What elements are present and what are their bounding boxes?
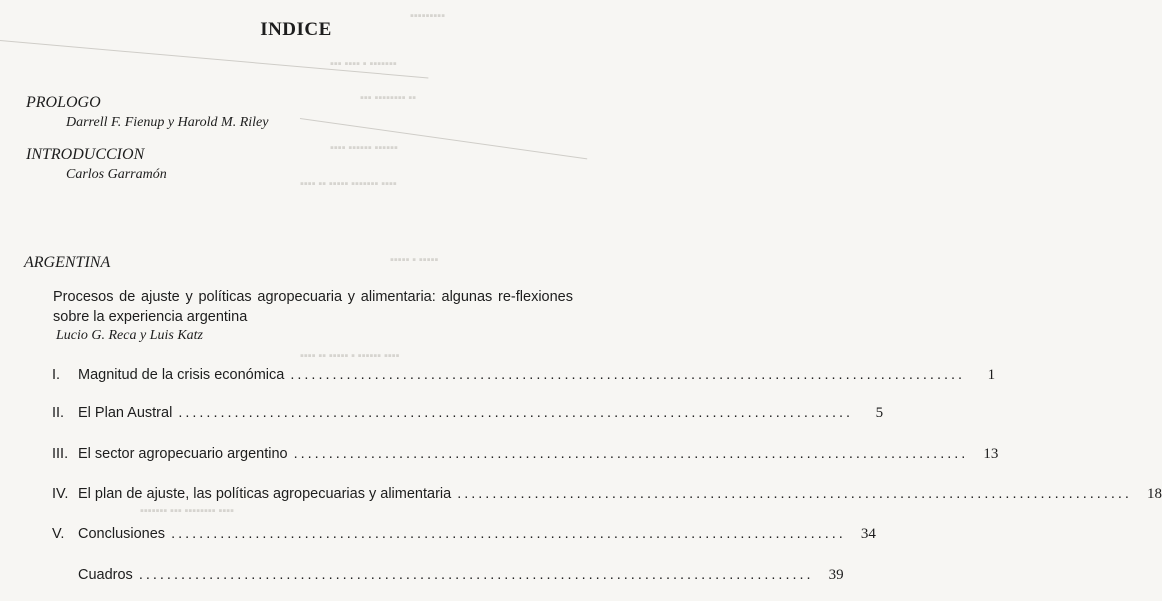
argentina-heading: ARGENTINA — [24, 254, 111, 271]
toc-number: III. — [52, 446, 69, 462]
bleed-through: ▪▪▪▪▪▪▪▪▪ — [410, 10, 446, 22]
toc-page-number: 39 — [828, 567, 844, 583]
toc-label: El Plan Austral — [78, 405, 173, 421]
toc-label: El plan de ajuste, las políticas agropecuarias y alimentaria — [78, 486, 452, 502]
toc-page-number: 13 — [983, 446, 999, 462]
bleed-through: ▪▪▪ ▪▪▪▪ ▪ ▪▪▪▪▪▪▪ — [330, 58, 397, 70]
article-authors: Lucio G. Reca y Luis Katz — [56, 328, 203, 343]
prologo-authors: Darrell F. Fienup y Harold M. Riley — [66, 115, 269, 130]
toc-entry[interactable] — [52, 446, 999, 466]
toc-leader-dots: ................................................................................................ — [293, 446, 969, 462]
article-title: Procesos de ajuste y políticas agropecuaria y alimentaria: algunas re-flexiones sobre la experiencia argentina — [53, 289, 573, 325]
toc-page-number: 18 — [1146, 486, 1162, 502]
bleed-through: ▪▪▪▪ ▪▪ ▪▪▪▪▪ ▪▪▪▪▪▪▪ ▪▪▪▪ — [300, 178, 397, 190]
toc-label: Conclusiones — [78, 526, 166, 542]
toc-page-number: 5 — [875, 405, 884, 421]
toc-label: Magnitud de la crisis económica — [78, 367, 285, 383]
toc-leader-dots: ................................................................................................ — [178, 405, 854, 421]
toc-page-number: 34 — [860, 526, 876, 542]
bleed-through: ▪▪▪▪ ▪▪▪▪▪▪ ▪▪▪▪▪▪ — [330, 142, 398, 154]
introduccion-author: Carlos Garramón — [66, 167, 167, 182]
page-title: INDICE — [260, 19, 332, 40]
toc-leader-dots: ................................................................................................ — [290, 367, 966, 383]
toc-number: V. — [52, 526, 65, 542]
toc-leader-dots: ................................................................................................ — [138, 567, 814, 583]
toc-number: II. — [52, 405, 65, 421]
toc-number: IV. — [52, 486, 69, 502]
toc-label: Cuadros — [78, 567, 133, 583]
toc-entry[interactable] — [52, 367, 996, 387]
toc-entry[interactable] — [52, 405, 884, 425]
introduccion-heading: INTRODUCCION — [26, 146, 145, 163]
toc-entry[interactable] — [52, 526, 876, 546]
toc-entry[interactable] — [52, 567, 844, 587]
toc-leader-dots: ................................................................................................ — [171, 526, 846, 542]
toc-page-number: 1 — [987, 367, 996, 383]
prologo-heading: PROLOGO — [26, 94, 101, 111]
bleed-through: ▪▪▪▪▪ ▪ ▪▪▪▪▪ — [390, 254, 439, 266]
toc-label: El sector agropecuario argentino — [78, 446, 288, 462]
bleed-through: ▪▪▪▪▪▪▪ ▪▪▪ ▪▪▪▪▪▪▪▪ ▪▪▪▪ — [140, 505, 235, 517]
toc-entry[interactable] — [52, 486, 1162, 506]
toc-leader-dots: ................................................................................................ — [457, 486, 1132, 502]
bleed-through: ▪▪▪▪ ▪▪ ▪▪▪▪▪ ▪ ▪▪▪▪▪▪ ▪▪▪▪ — [300, 350, 400, 362]
bleed-through: ▪▪▪ ▪▪▪▪▪▪▪▪ ▪▪ — [360, 92, 417, 104]
toc-number: I. — [52, 367, 61, 383]
